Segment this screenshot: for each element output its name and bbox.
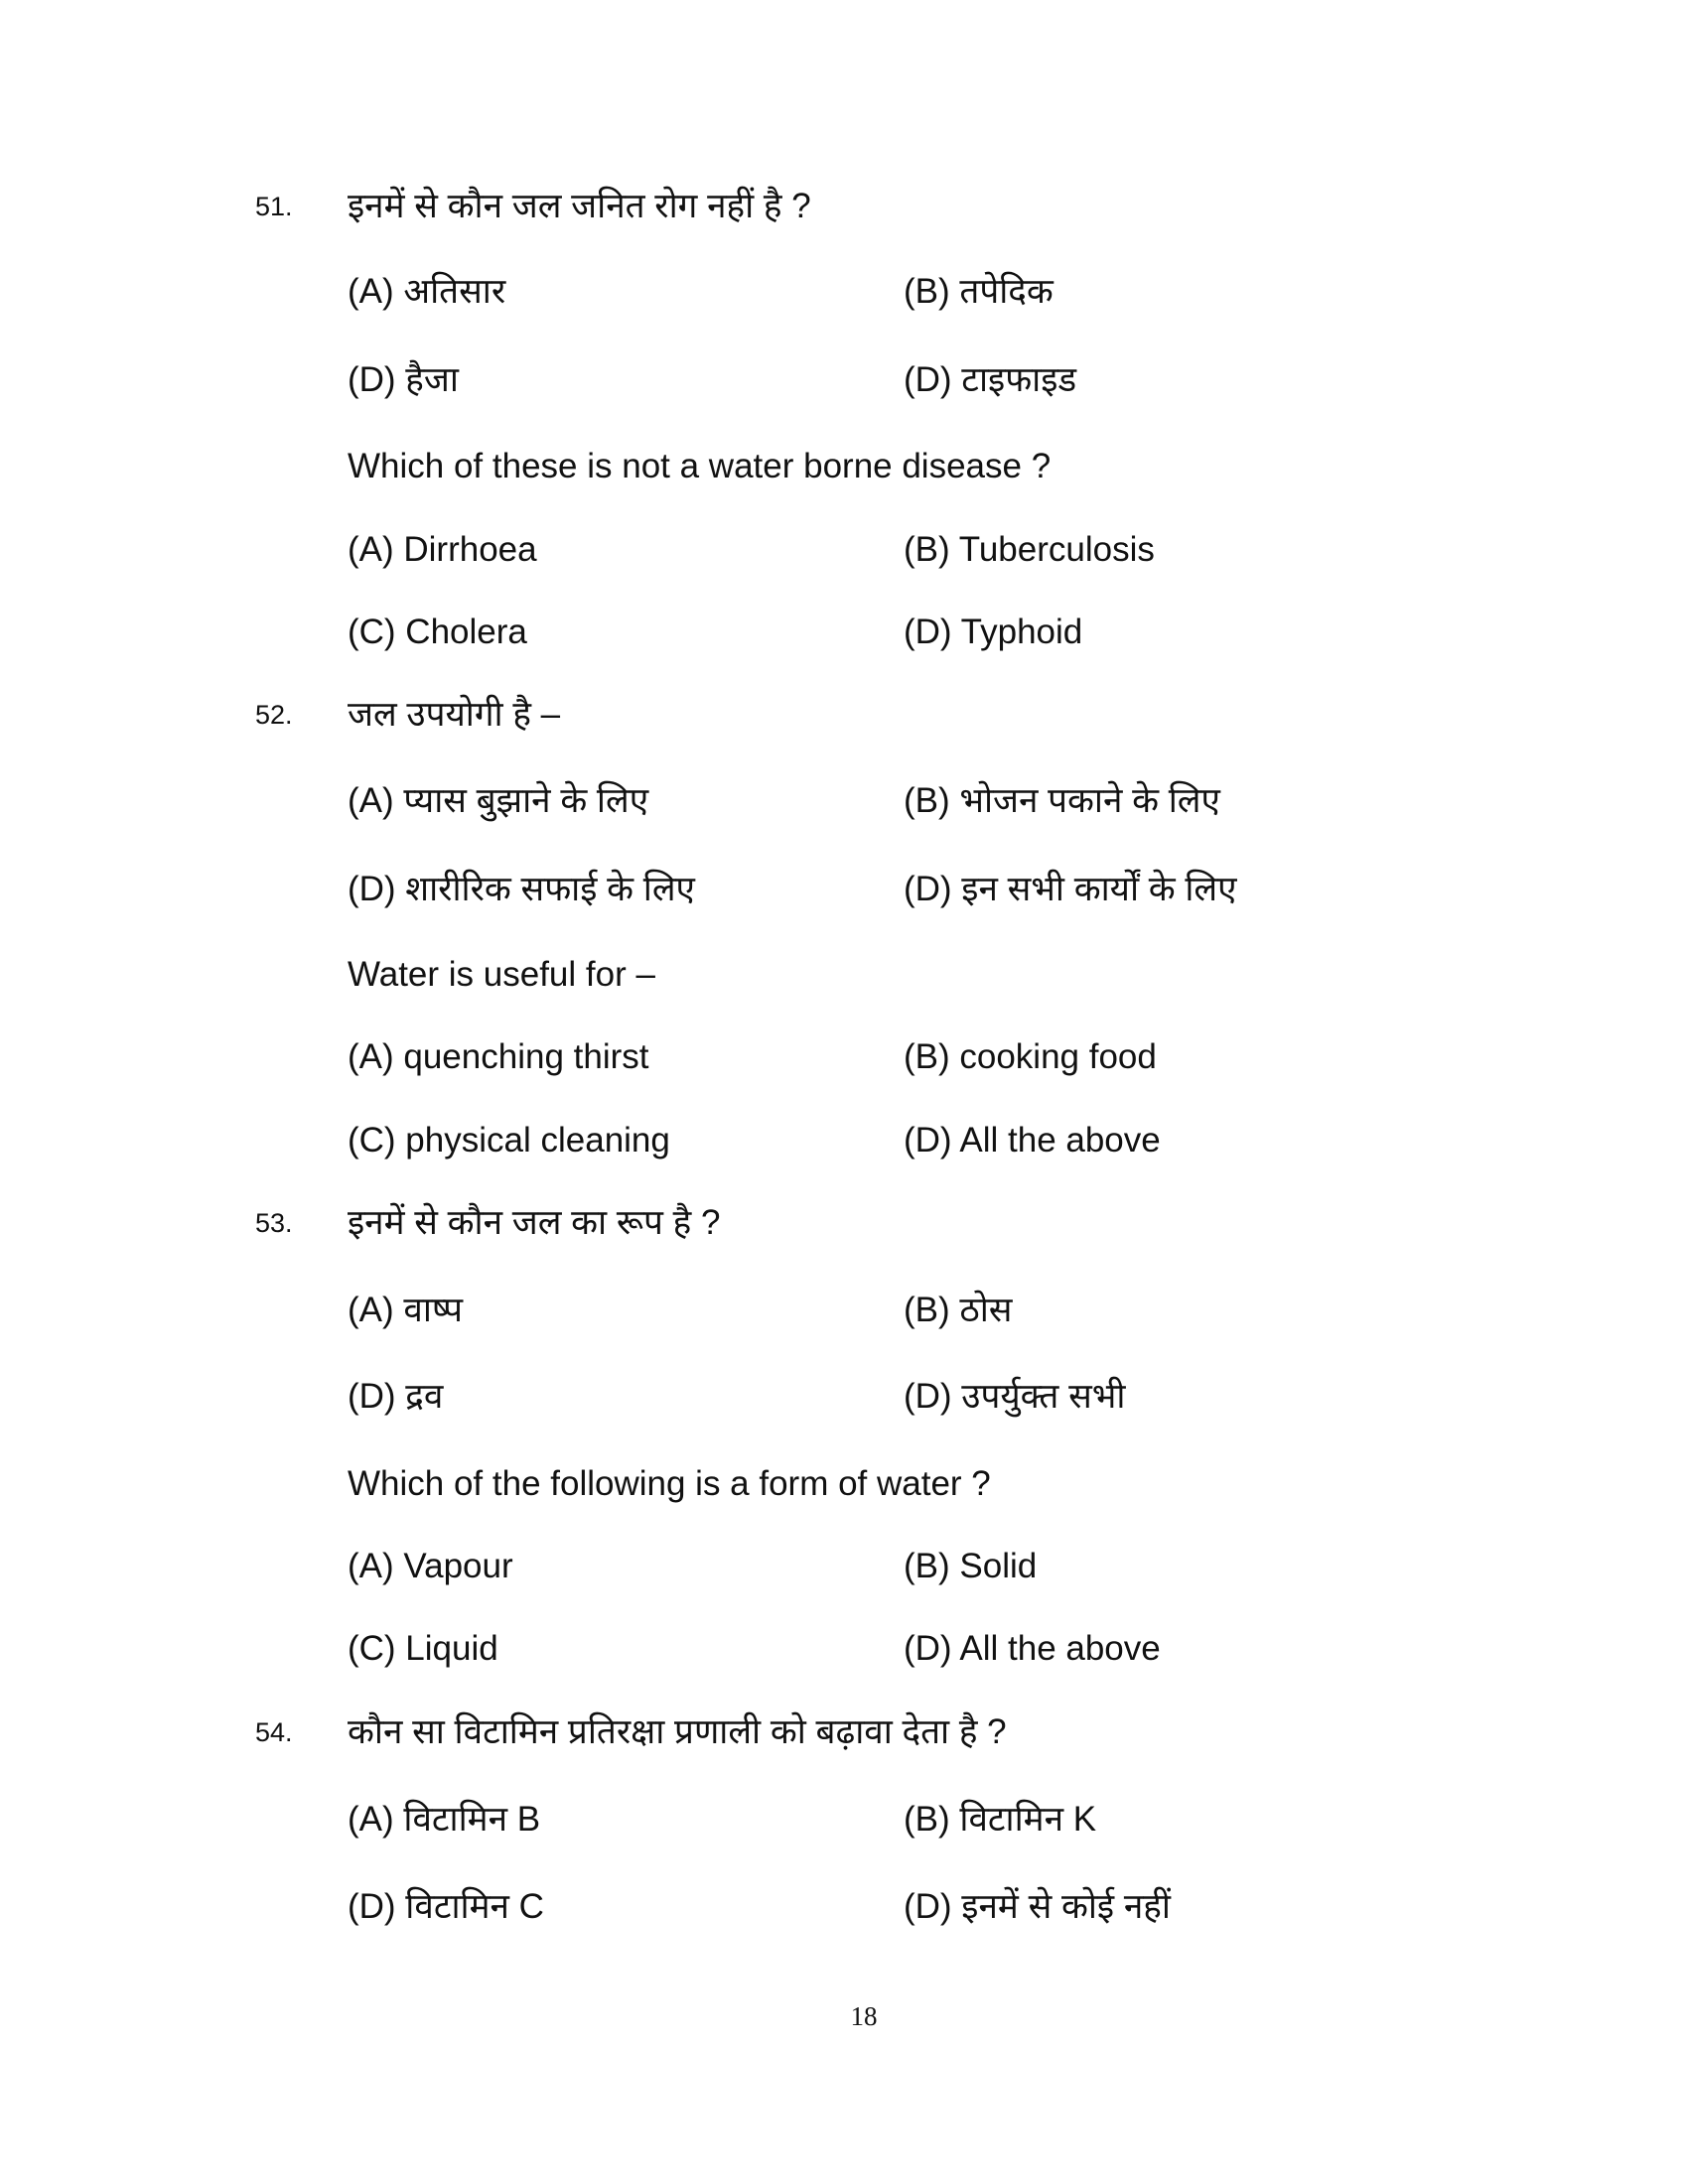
question-53-hindi [0, 1198, 1688, 1248]
option-d-hindi: (D) उपर्युक्त सभी [904, 1377, 1126, 1416]
options-row [0, 608, 1688, 657]
question-number: 54. [255, 1717, 293, 1747]
option-d-english: (D) All the above [904, 1121, 1161, 1160]
option-d-english: (D) Typhoid [904, 613, 1083, 651]
question-number: 51. [255, 192, 293, 221]
question-54-hindi [0, 1707, 1688, 1757]
options-row [0, 1286, 1688, 1335]
question-52-english [0, 950, 1688, 1000]
options-row [0, 865, 1688, 914]
options-row [0, 525, 1688, 575]
option-b-english: (B) Solid [904, 1547, 1038, 1585]
options-row [0, 1882, 1688, 1932]
option-b-english: (B) Tuberculosis [904, 530, 1155, 569]
option-a-english: (A) quenching thirst [348, 1037, 649, 1076]
option-d-english: (D) All the above [904, 1629, 1161, 1668]
option-d-hindi: (D) इन सभी कार्यों के लिए [904, 870, 1237, 908]
options-row [0, 1116, 1688, 1165]
option-a-english: (A) Dirrhoea [348, 530, 537, 569]
option-b-hindi: (B) भोजन पकाने के लिए [904, 781, 1220, 820]
option-c-hindi: (D) हैजा [348, 360, 459, 399]
options-row [0, 1624, 1688, 1674]
question-text-hindi: इनमें से कौन जल का रूप है ? [348, 1203, 721, 1242]
option-a-hindi: (A) अतिसार [348, 272, 506, 311]
options-row [0, 1032, 1688, 1082]
option-c-english: (C) physical cleaning [348, 1121, 670, 1160]
question-number: 53. [255, 1208, 293, 1238]
question-text-english: Water is useful for – [348, 955, 655, 994]
option-b-hindi: (B) विटामिन K [904, 1800, 1097, 1839]
option-a-hindi: (A) वाष्प [348, 1291, 464, 1329]
option-b-hindi: (B) ठोस [904, 1291, 1013, 1329]
option-b-english: (B) cooking food [904, 1037, 1157, 1076]
options-row [0, 355, 1688, 405]
question-text-hindi: इनमें से कौन जल जनित रोग नहीं है ? [348, 187, 811, 225]
question-51-english [0, 442, 1688, 491]
option-c-hindi: (D) द्रव [348, 1377, 444, 1416]
options-row [0, 1372, 1688, 1422]
option-c-hindi: (D) विटामिन C [348, 1887, 544, 1926]
option-a-hindi: (A) विटामिन B [348, 1800, 541, 1839]
option-d-hindi: (D) टाइफाइड [904, 360, 1077, 399]
question-text-english: Which of the following is a form of water ? [348, 1464, 991, 1503]
question-number: 52. [255, 700, 293, 730]
option-c-hindi: (D) शारीरिक सफाई के लिए [348, 870, 695, 908]
question-51-hindi [0, 182, 1688, 231]
question-text-hindi: जल उपयोगी है – [348, 695, 561, 734]
option-a-hindi: (A) प्यास बुझाने के लिए [348, 781, 649, 820]
question-52-hindi [0, 690, 1688, 740]
option-c-english: (C) Cholera [348, 613, 527, 651]
page-number: 18 [850, 2001, 878, 2031]
option-c-english: (C) Liquid [348, 1629, 498, 1668]
question-text-english: Which of these is not a water borne disease ? [348, 447, 1052, 485]
option-d-hindi: (D) इनमें से कोई नहीं [904, 1887, 1171, 1926]
options-row [0, 776, 1688, 826]
question-53-english [0, 1459, 1688, 1509]
option-a-english: (A) Vapour [348, 1547, 513, 1585]
option-b-hindi: (B) तपेदिक [904, 272, 1054, 311]
options-row [0, 1795, 1688, 1844]
options-row [0, 267, 1688, 317]
question-text-hindi: कौन सा विटामिन प्रतिरक्षा प्रणाली को बढ़ावा देता है ? [348, 1712, 1007, 1751]
options-row [0, 1542, 1688, 1591]
